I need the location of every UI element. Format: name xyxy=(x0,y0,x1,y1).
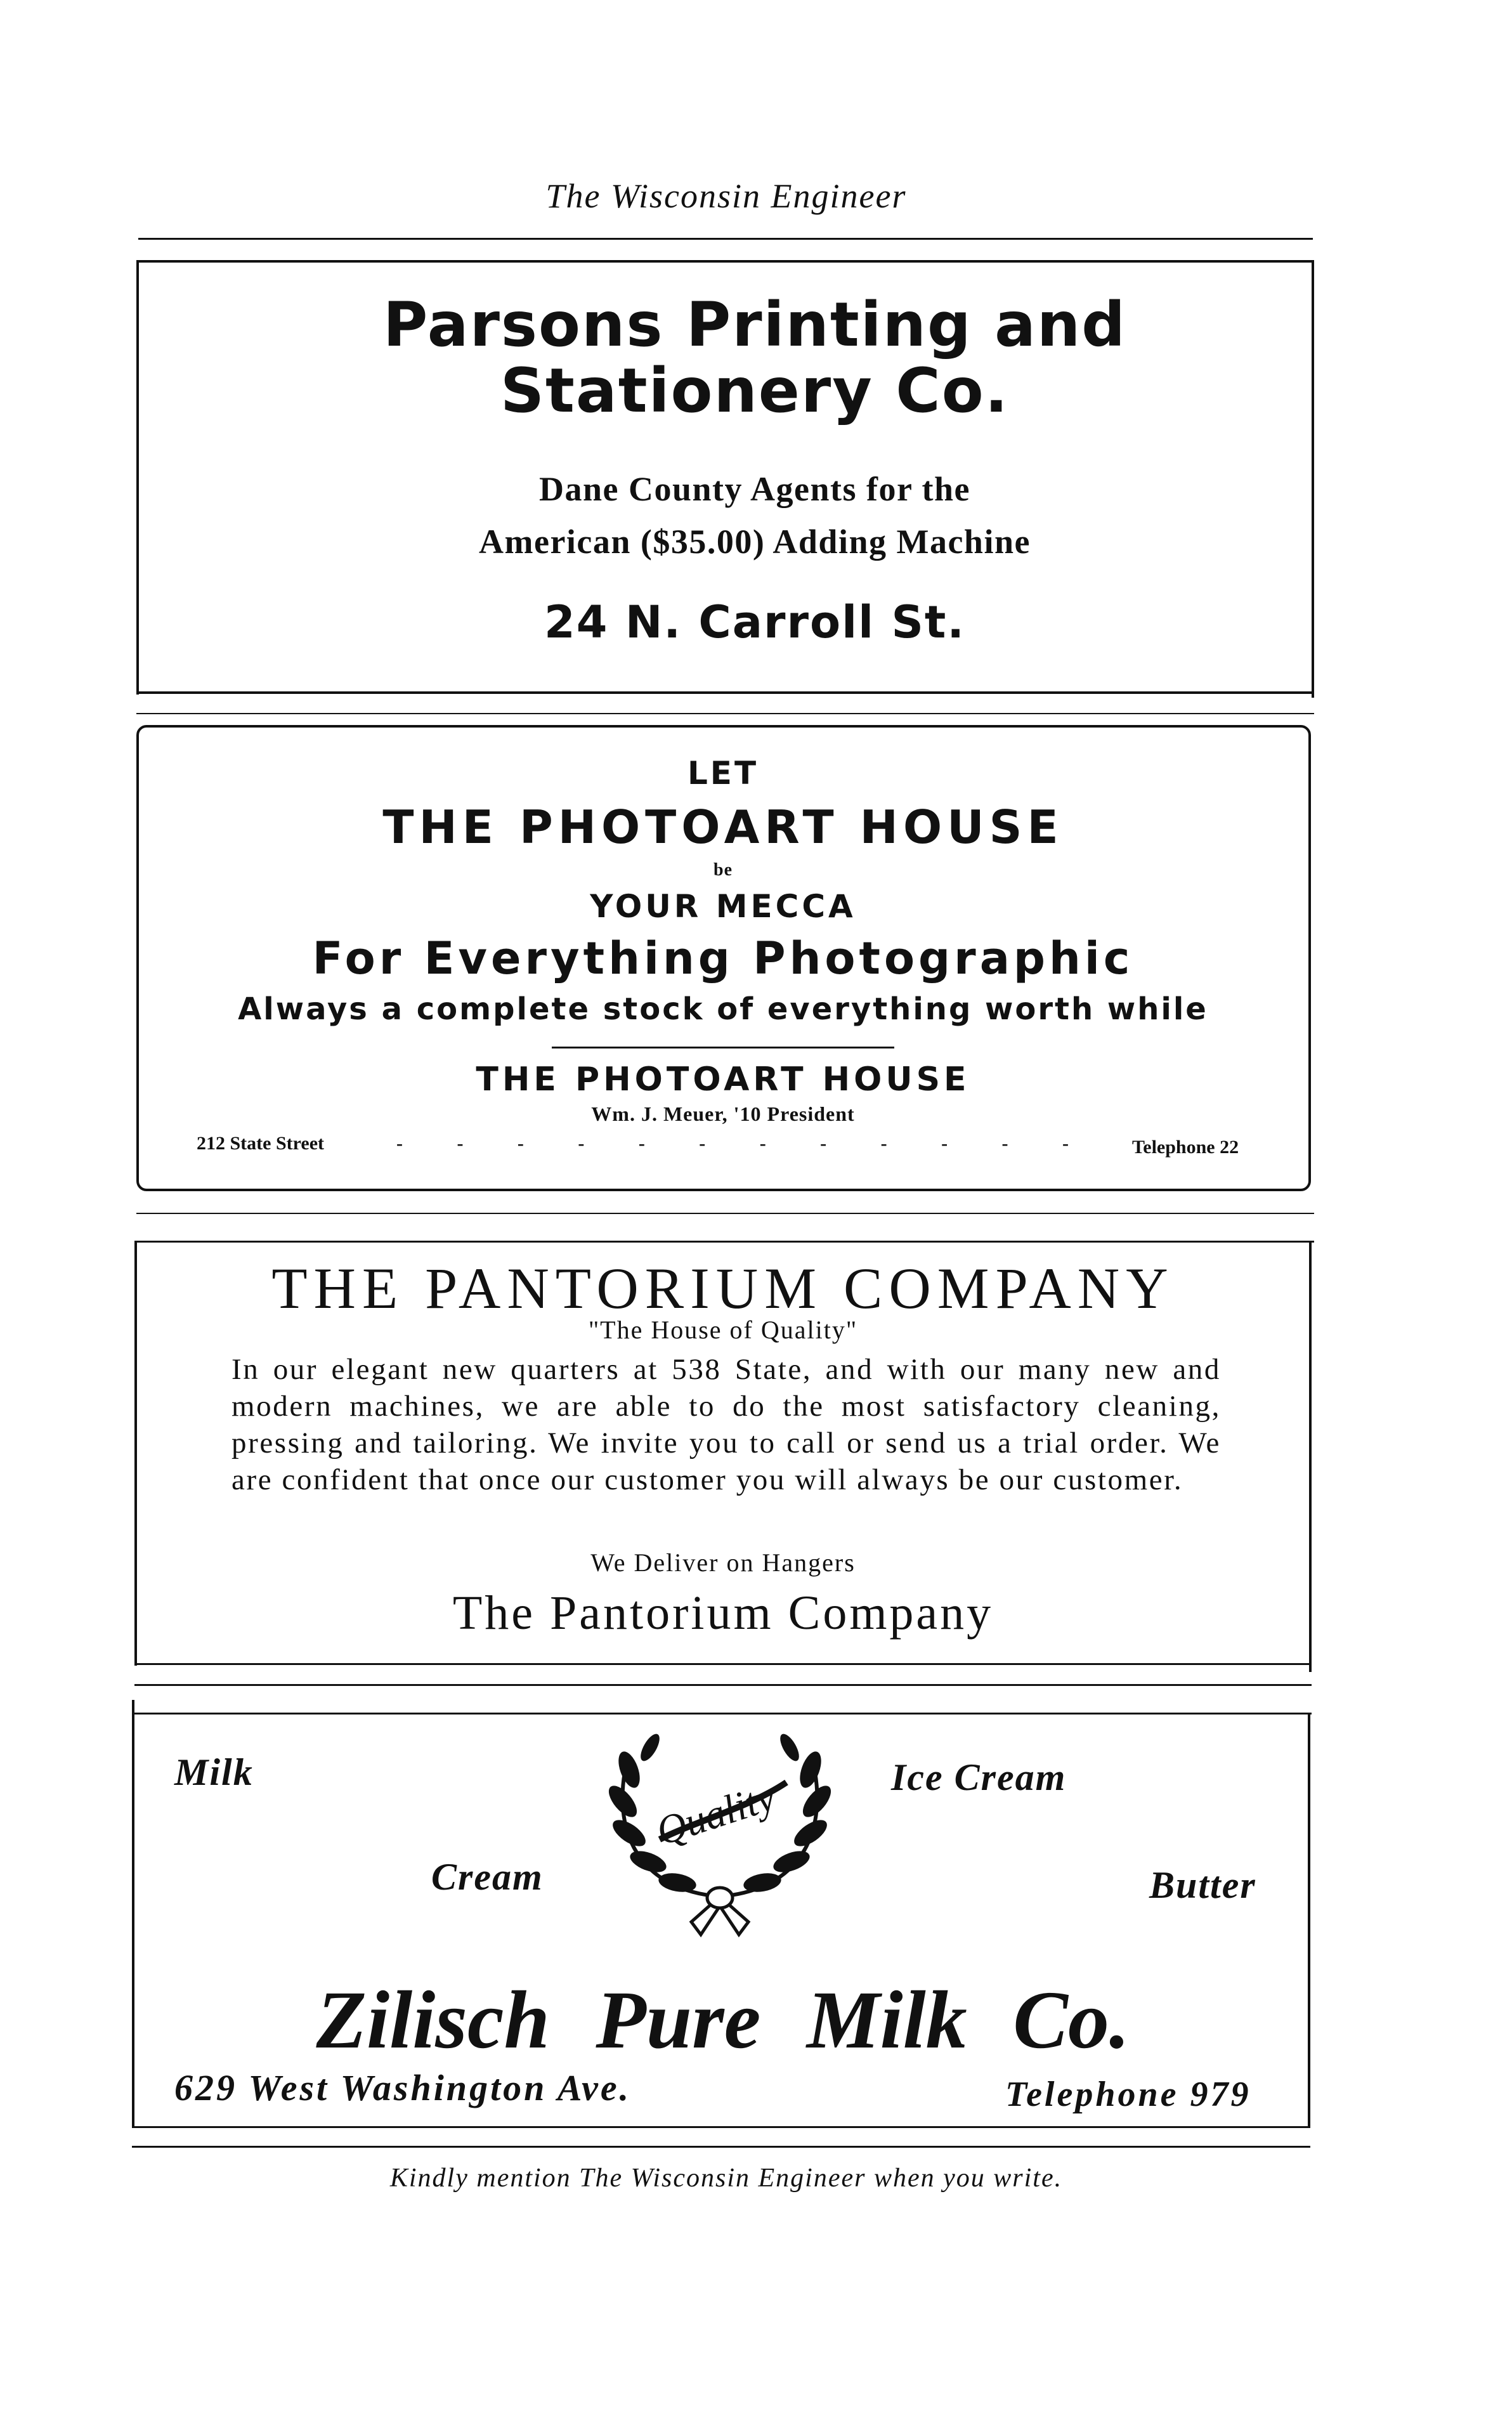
ad-zilisch-rule-below xyxy=(132,2146,1310,2148)
parsons-agents-line: Dane County Agents for the xyxy=(538,470,970,508)
photoart-name-repeat: THE PHOTOART HOUSE xyxy=(476,1061,970,1099)
zilisch-ice-cream: Ice Cream xyxy=(891,1756,1067,1798)
ad-photoart-rule-below-2 xyxy=(136,1241,1314,1243)
wreath-text: Quality xyxy=(651,1773,781,1854)
photoart-stock: Always a complete stock of everything worth while xyxy=(238,991,1208,1027)
photoart-telephone: Telephone 22 xyxy=(1132,1137,1239,1158)
ad-parsons-rule-below xyxy=(136,713,1314,714)
parsons-name xyxy=(136,289,1373,426)
pantorium-body: In our elegant new quarters at 538 State, and with our many new and modern machines, we are able to do the most satisfactory cleaning, pressing and tailoring. We invite you to call or send us a trial order. We are confident that once our customer you will always be our customer. xyxy=(231,1353,1221,1496)
parsons-name-line1: Parsons Printing and xyxy=(383,289,1126,360)
photoart-name: THE PHOTOART HOUSE xyxy=(382,800,1064,854)
ad-pantorium-rule-below xyxy=(134,1684,1312,1686)
photoart-leader: - - - - - - - - - - - - xyxy=(396,1133,1069,1154)
photoart-tagline: For Everything Photographic xyxy=(312,932,1134,984)
parsons-address: 24 N. Carroll St. xyxy=(544,596,965,648)
photoart-street: 212 State Street xyxy=(197,1133,325,1154)
photoart-be: be xyxy=(714,860,733,880)
header-rule xyxy=(138,238,1313,240)
page-footer: Kindly mention The Wisconsin Engineer when you write. xyxy=(389,2164,1063,2193)
page-header: The Wisconsin Engineer xyxy=(545,177,907,215)
photoart-let: LET xyxy=(687,755,759,792)
ad-parsons-border-bottom xyxy=(136,691,1314,694)
ad-photoart-rule-below xyxy=(136,1213,1314,1214)
photoart-divider xyxy=(552,1047,894,1048)
pantorium-signature: The Pantorium Company xyxy=(452,1586,994,1640)
ad-zilisch-border-left xyxy=(132,1700,134,2128)
ad-pantorium-border-bottom xyxy=(134,1663,1312,1665)
ad-zilisch-border-bottom xyxy=(132,2126,1310,2128)
parsons-name-line2: Stationery Co. xyxy=(500,355,1010,426)
pantorium-deliver: We Deliver on Hangers xyxy=(590,1548,856,1577)
pantorium-tagline: "The House of Quality" xyxy=(588,1316,858,1344)
zilisch-address: 629 West Washington Ave. xyxy=(174,2067,632,2108)
parsons-machine-line: American ($35.00) Adding Machine xyxy=(479,523,1031,561)
photoart-president: Wm. J. Meuer, '10 President xyxy=(591,1102,855,1125)
photoart-mecca: YOUR MECCA xyxy=(590,888,856,925)
zilisch-telephone: Telephone 979 xyxy=(1005,2075,1251,2114)
zilisch-cream: Cream xyxy=(431,1856,544,1898)
pantorium-name: THE PANTORIUM COMPANY xyxy=(271,1256,1175,1321)
quality-wreath-icon xyxy=(590,1713,850,1947)
zilisch-name: Zilisch Pure Milk Co. xyxy=(316,1975,1130,2066)
zilisch-butter: Butter xyxy=(1149,1864,1256,1906)
ad-parsons-border-top xyxy=(136,260,1314,263)
zilisch-milk: Milk xyxy=(174,1751,254,1793)
